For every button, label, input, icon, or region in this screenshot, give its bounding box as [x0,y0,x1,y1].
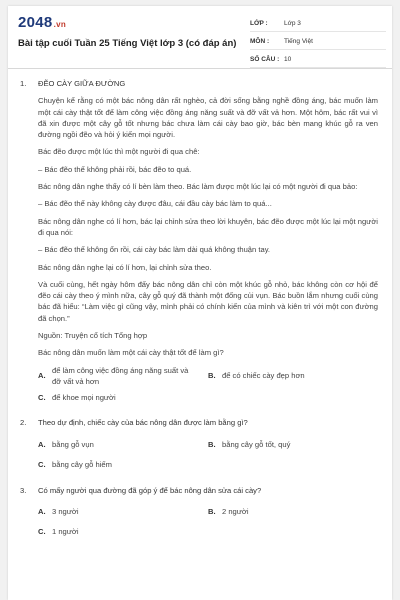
option-text: bằng cây gỗ tốt, quý [222,439,291,449]
passage-paragraph: – Bác đẽo thế này không cày được đâu, cái đầu cày bác làm to quá... [38,199,272,209]
site-logo[interactable] [18,14,66,31]
answer-option-b[interactable] [208,435,378,455]
meta-value: 10 [284,56,292,63]
option-letter: B. [208,507,216,517]
answer-option-b[interactable] [208,365,378,388]
question-1 [8,78,392,407]
meta-row-question-count [250,52,386,68]
question-text: Có mấy người qua đường đã góp ý để bác nông dân sửa cái cày? [38,485,262,495]
question-text: Theo dự định, chiếc cày của bác nông dân được làm bằng gì? [38,418,248,428]
meta-key: SỐ CÂU : [250,56,280,63]
question-2 [8,417,392,474]
option-text: 1 người [52,527,79,537]
worksheet-page [8,6,392,600]
option-text: 2 người [222,507,249,517]
meta-info-table [250,16,386,70]
option-letter: B. [208,439,216,449]
passage-paragraph: Bác nông dân nghe có lí hơn, bác lại chỉnh sửa theo lời khuyên, bác đẽo được một lúc lại một người đi qua nói: [38,216,378,237]
option-letter: C. [38,527,46,537]
passage-source: Nguồn: Truyện cổ tích Tổng hợp [38,331,148,341]
passage-paragraph: Bác đẽo được một lúc thì một người đi qua chê: [38,147,200,157]
answer-options [8,435,392,475]
passage-paragraph: Bác nông dân nghe thấy có lí bèn làm theo. Bác làm được một lúc lại có một người đi qua bảo: [38,182,358,192]
page-header [8,6,392,69]
option-text: bằng gỗ vụn [52,439,94,449]
meta-value: Lớp 3 [284,20,301,27]
question-text: ĐẼO CÀY GIỮA ĐƯỜNG [38,79,126,88]
question-number: 1. [20,79,27,88]
passage-paragraph: Và cuối cùng, hết ngày hôm đấy bác nông dân chỉ còn một khúc gỗ nhỏ, bác không còn cơ hội để đẽo cái cày theo ý mình nữa, cây gỗ quý đã thành một đống củi vụn. Bác buồn lắm nhưng cuối cùng bác đã hiểu: “Làm việc gì cũng vậy, mình phải có chính kiến của mình và kiên trì với một con đường đã chọn.” [38,279,378,323]
option-letter: C. [38,392,46,402]
answer-options [8,365,392,408]
question-list [8,78,392,550]
answer-option-c[interactable] [38,455,208,475]
passage-paragraph: Bác nông dân nghe lại có lí hơn, lại chỉnh sửa theo. [38,262,212,272]
answer-option-c[interactable] [38,522,208,542]
answer-option-a[interactable] [38,365,208,388]
logo-text: 2048 [18,14,53,31]
option-text: để có chiếc cày đẹp hơn [222,371,305,381]
passage-paragraph: Chuyện kể rằng có một bác nông dân rất nghèo, cả đời sống bằng nghề đồng áng, bác muốn làm một cái cày thật tốt để làm công việc đồng áng năng suất và đỡ vất vả hơn. Một hôm, bác rất vui vì đã xin được một cây gỗ tốt nhưng bác chưa làm cái cày bao giờ, bác bèn mang khúc gỗ ra ven đường ngồi đẽo và hỏi ý kiến mọi người. [38,96,378,140]
answer-option-a[interactable] [38,502,208,522]
question-number: 2. [20,418,27,428]
option-letter: A. [38,507,46,517]
option-letter: A. [38,439,46,449]
question-heading [8,485,392,496]
logo-tld: .vn [53,20,67,29]
option-text: 3 người [52,507,79,517]
option-text: để khoe mọi người [52,392,116,402]
meta-key: LỚP : [250,20,268,27]
answer-option-a[interactable] [38,435,208,455]
meta-key: MÔN : [250,38,270,45]
page-title: Bài tập cuối Tuần 25 Tiếng Việt lớp 3 (có đáp án) [18,38,237,49]
answer-option-c[interactable] [38,387,208,407]
option-letter: B. [208,371,216,381]
passage-paragraph: – Bác đẽo thế không phải rồi, bác đẽo to quá. [38,164,192,174]
question-heading [8,417,392,428]
sub-question-text: Bác nông dân muốn làm một cái cày thật tốt để làm gì? [38,348,224,358]
option-text: để làm công việc đồng áng năng suất và đỡ vất vả hơn [52,365,189,386]
question-3 [8,485,392,542]
passage-paragraph: – Bác đẽo thế không ổn rồi, cái cày bác làm dài quá không thuận tay. [38,245,271,255]
answer-option-b[interactable] [208,502,378,522]
question-heading [8,78,392,89]
meta-row-grade [250,16,386,32]
option-text: bằng cây gỗ hiếm [52,459,112,469]
meta-value: Tiếng Việt [284,38,313,45]
option-letter: C. [38,459,46,469]
answer-options [8,502,392,542]
meta-row-subject [250,34,386,50]
option-letter: A. [38,371,46,381]
question-number: 3. [20,485,27,495]
